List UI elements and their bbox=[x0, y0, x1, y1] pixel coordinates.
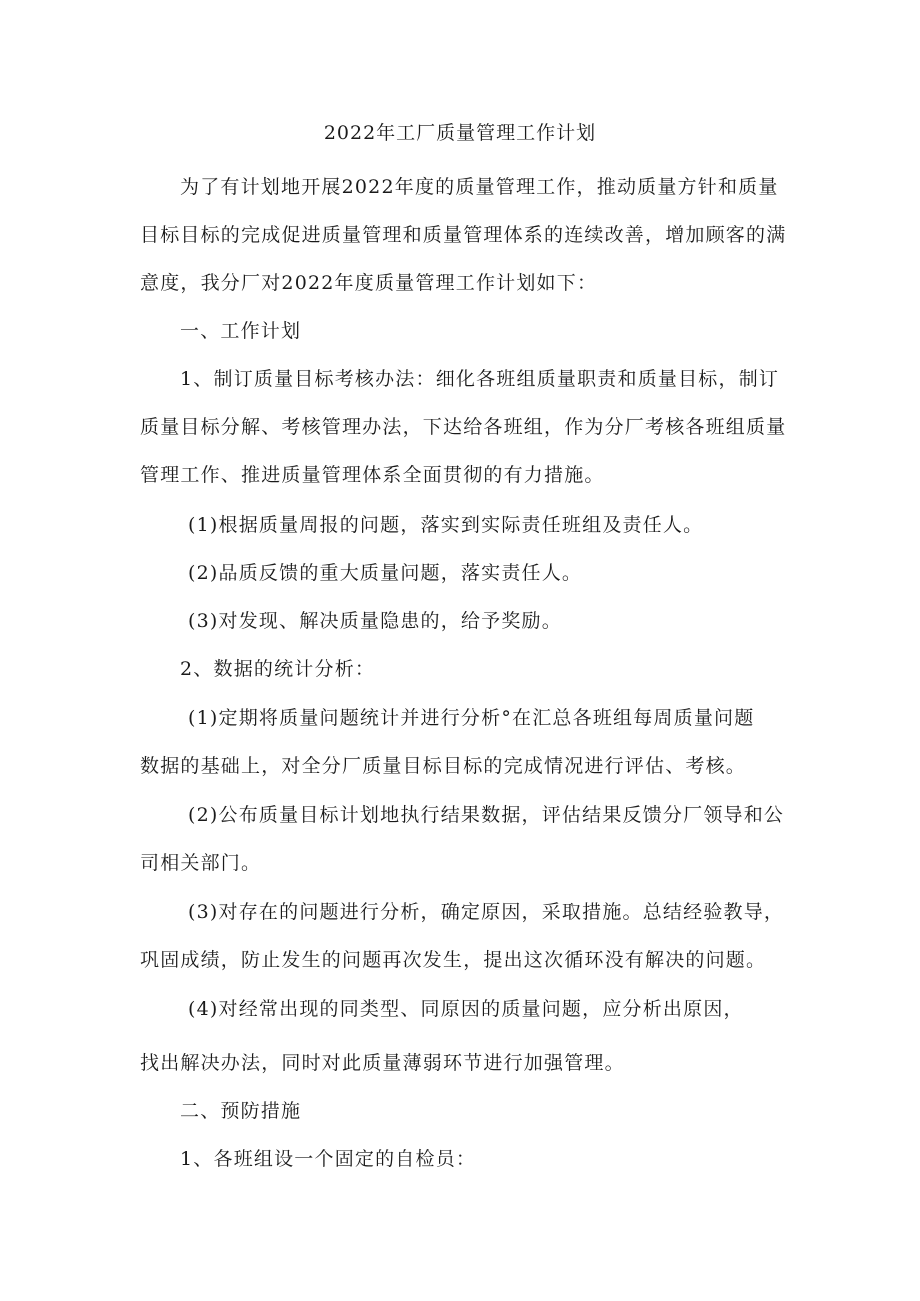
document-title: 2022年工厂质量管理工作计划 bbox=[323, 122, 597, 144]
paragraph-line: 目标目标的完成促进质量管理和质量管理体系的连续改善，增加顾客的满 bbox=[140, 224, 787, 246]
list-item: (3)对发现、解决质量隐患的，给予奖励。 bbox=[188, 610, 562, 632]
list-item: (3)对存在的问题进行分析，确定原因，采取措施。总结经验教导， bbox=[188, 901, 785, 923]
list-item: (1)根据质量周报的问题，落实到实际责任班组及责任人。 bbox=[188, 514, 704, 536]
paragraph-line: 找出解决办法，同时对此质量薄弱环节进行加强管理。 bbox=[140, 1052, 625, 1074]
subsection-heading: 1、各班组设一个固定的自检员： bbox=[180, 1148, 477, 1170]
paragraph-line: 为了有计划地开展2022年度的质量管理工作，推动质量方针和质量 bbox=[180, 176, 779, 198]
list-item: (1)定期将质量问题统计并进行分析°在汇总各班组每周质量问题 bbox=[188, 707, 755, 729]
list-item: (2)品质反馈的重大质量问题，落实责任人。 bbox=[188, 562, 583, 584]
paragraph-line: 管理工作、推进质量管理体系全面贯彻的有力措施。 bbox=[140, 464, 605, 486]
section-heading: 一、工作计划 bbox=[180, 320, 302, 342]
list-item: (4)对经常出现的同类型、同原因的质量问题，应分析出原因， bbox=[188, 998, 744, 1020]
paragraph-line: 数据的基础上，对全分厂质量目标目标的完成情况进行评估、考核。 bbox=[140, 755, 747, 777]
paragraph-line: 意度，我分厂对2022年度质量管理工作计划如下： bbox=[140, 272, 598, 294]
paragraph-line: 质量目标分解、考核管理办法，下达给各班组，作为分厂考核各班组质量 bbox=[140, 416, 787, 438]
list-item: (2)公布质量目标计划地执行结果数据，评估结果反馈分厂领导和公 bbox=[188, 804, 785, 826]
paragraph-line: 1、制订质量目标考核办法：细化各班组质量职责和质量目标，制订 bbox=[180, 368, 780, 390]
paragraph-line: 巩固成绩，防止发生的问题再次发生，提出这次循环没有解决的问题。 bbox=[140, 949, 767, 971]
section-heading: 二、预防措施 bbox=[180, 1100, 302, 1122]
subsection-heading: 2、数据的统计分析： bbox=[180, 658, 376, 680]
paragraph-line: 司相关部门。 bbox=[140, 852, 262, 874]
